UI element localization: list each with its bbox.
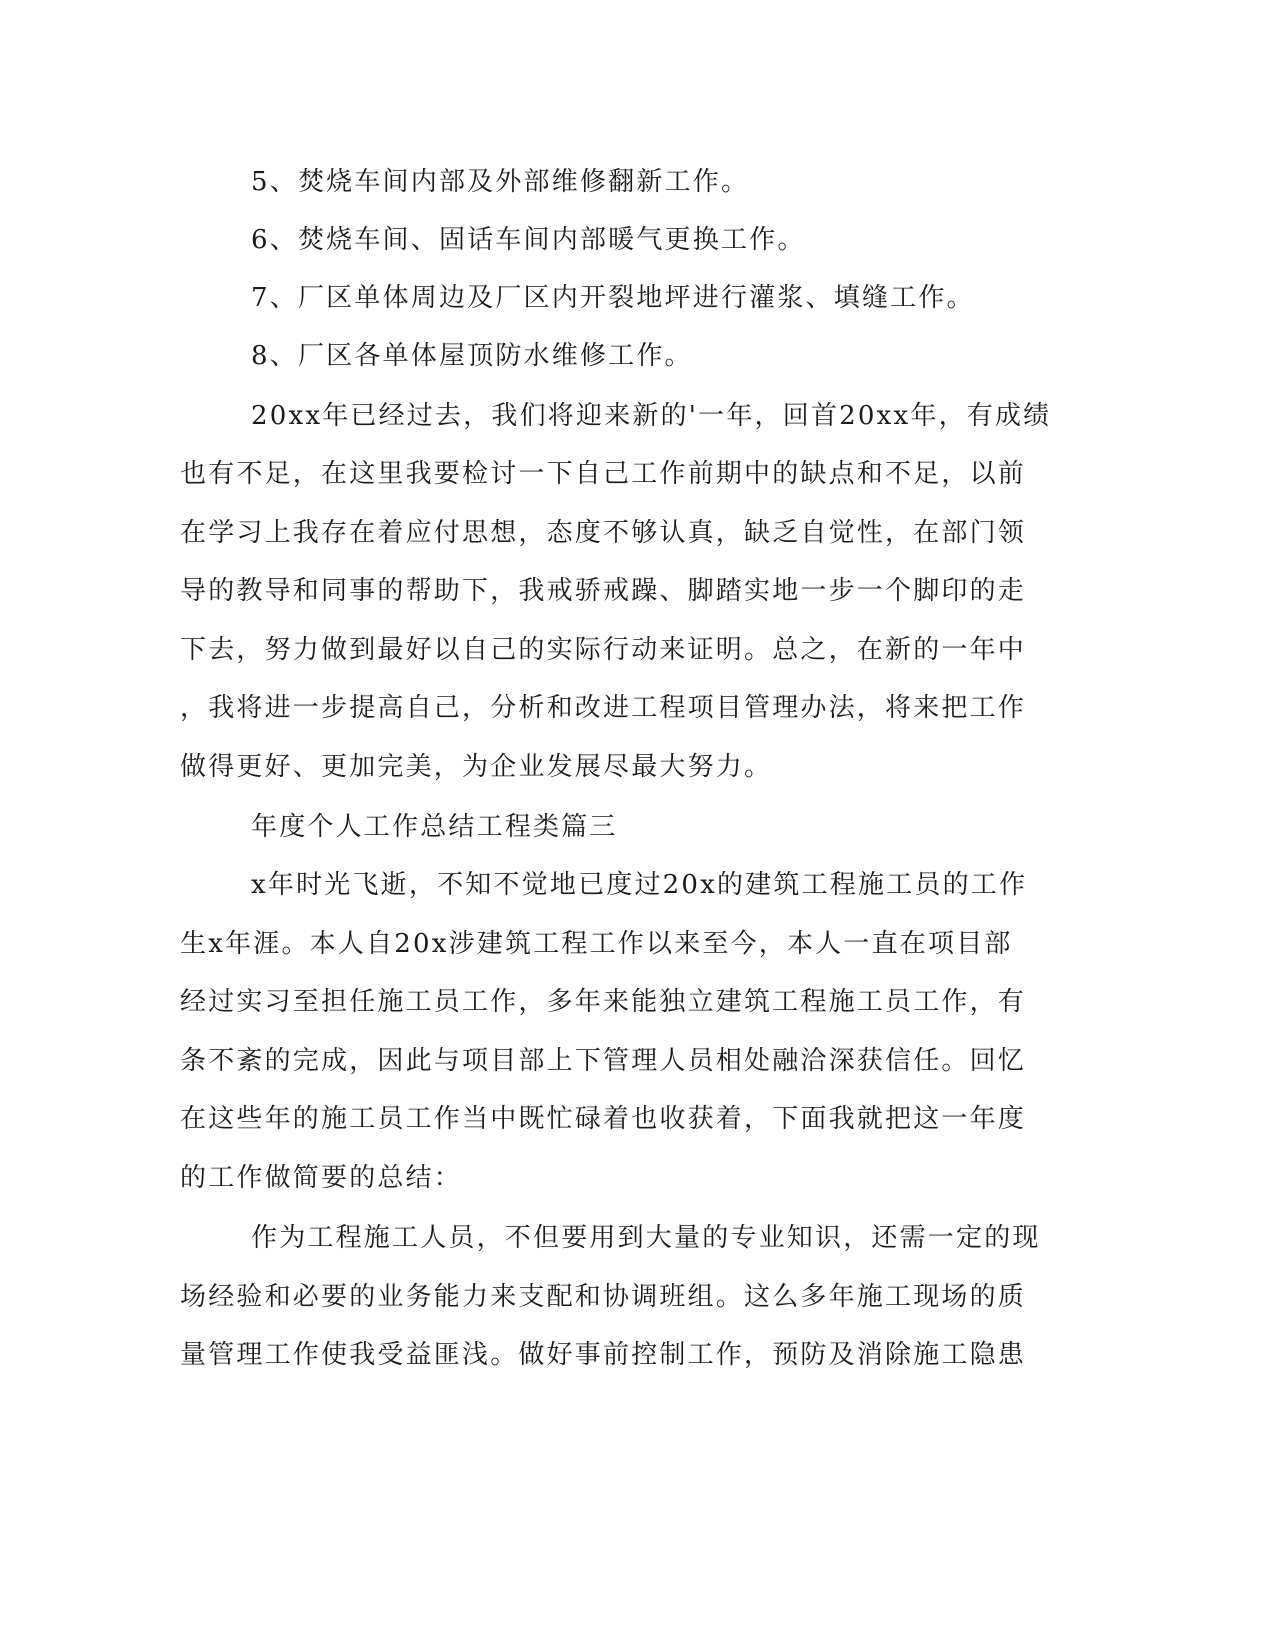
list-item-7: 7、厂区单体周边及厂区内开裂地坪进行灌浆、填缝工作。 xyxy=(251,283,975,313)
paragraph-1-line-4: 导的教导和同事的帮助下，我戒骄戒躁、脚踏实地一步一个脚印的走 xyxy=(180,576,1027,606)
paragraph-3-line-2: 场经验和必要的业务能力来支配和协调班组。这么多年施工现场的质 xyxy=(180,1282,1027,1312)
paragraph-2-line-2: 生x年涯。本人自20x涉建筑工程工作以来至今，本人一直在项目部 xyxy=(180,929,1013,959)
list-item-8: 8、厂区各单体屋顶防水维修工作。 xyxy=(251,341,693,371)
paragraph-1-line-1: 20xx年已经过去，我们将迎来新的'一年，回首20xx年，有成绩 xyxy=(251,401,1052,431)
paragraph-3-line-1: 作为工程施工人员，不但要用到大量的专业知识，还需一定的现 xyxy=(251,1223,1041,1253)
paragraph-2-line-4: 条不紊的完成，因此与项目部上下管理人员相处融洽深获信任。回忆 xyxy=(180,1046,1027,1076)
list-item-5: 5、焚烧车间内部及外部维修翻新工作。 xyxy=(251,167,750,197)
paragraph-2-line-5: 在这些年的施工员工作当中既忙碌着也收获着，下面我就把这一年度 xyxy=(180,1104,1027,1134)
paragraph-1-line-6: ，我将进一步提高自己，分析和改进工程项目管理办法，将来把工作 xyxy=(180,693,1027,723)
paragraph-2-line-3: 经过实习至担任施工员工作，多年来能独立建筑工程施工员工作，有 xyxy=(180,987,1027,1017)
section-title: 年度个人工作总结工程类篇三 xyxy=(251,812,618,842)
paragraph-2-line-6: 的工作做简要的总结： xyxy=(180,1163,463,1193)
list-item-6: 6、焚烧车间、固话车间内部暖气更换工作。 xyxy=(251,225,806,255)
paragraph-2-line-1: x年时光飞逝，不知不觉地已度过20x的建筑工程施工员的工作 xyxy=(251,870,1028,900)
paragraph-3-line-3: 量管理工作使我受益匪浅。做好事前控制工作，预防及消除施工隐患 xyxy=(180,1340,1027,1370)
paragraph-1-line-2: 也有不足，在这里我要检讨一下自己工作前期中的缺点和不足，以前 xyxy=(180,459,1027,489)
paragraph-1-line-3: 在学习上我存在着应付思想，态度不够认真，缺乏自觉性，在部门领 xyxy=(180,518,1027,548)
paragraph-1-line-7: 做得更好、更加完美，为企业发展尽最大努力。 xyxy=(180,752,773,782)
paragraph-1-line-5: 下去，努力做到最好以自己的实际行动来证明。总之，在新的一年中 xyxy=(180,635,1027,665)
